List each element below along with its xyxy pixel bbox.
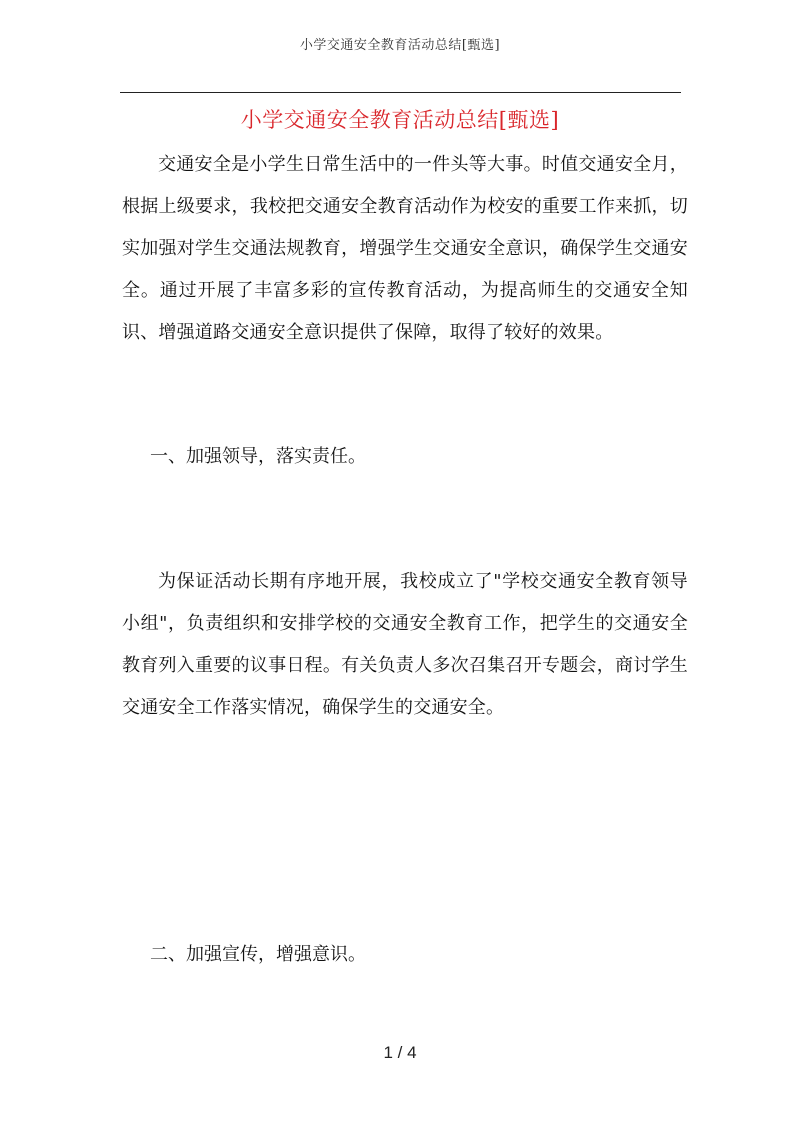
section-1-heading: 一、加强领导，落实责任。 (150, 446, 366, 467)
header-divider (120, 92, 681, 93)
running-header: 小学交通安全教育活动总结[甄选] (299, 38, 501, 53)
section-1-paragraph: 为保证活动长期有序地开展，我校成立了"学校交通安全教育领导小组"，负责组织和安排学校的交通安全教育工作，把学生的交通安全教育列入重要的议事日程。有关负责人多次召集召开专题会，商讨学生交通安全工作落实情况，确保学生的交通安全。 (122, 571, 688, 718)
section-2-heading: 二、加强宣传，增强意识。 (150, 944, 366, 965)
page-number: 1 / 4 (383, 1043, 417, 1062)
intro-paragraph: 交通安全是小学生日常生活中的一件头等大事。时值交通安全月，根据上级要求，我校把交通安全教育活动作为校安的重要工作来抓，切实加强对学生交通法规教育，增强学生交通安全意识，确保学生交通安全。通过开展了丰富多彩的宣传教育活动，为提高师生的交通安全知识、增强道路交通安全意识提供了保障，取得了较好的效果。 (122, 154, 688, 343)
document-title: 小学交通安全教育活动总结[甄选] (240, 108, 560, 132)
